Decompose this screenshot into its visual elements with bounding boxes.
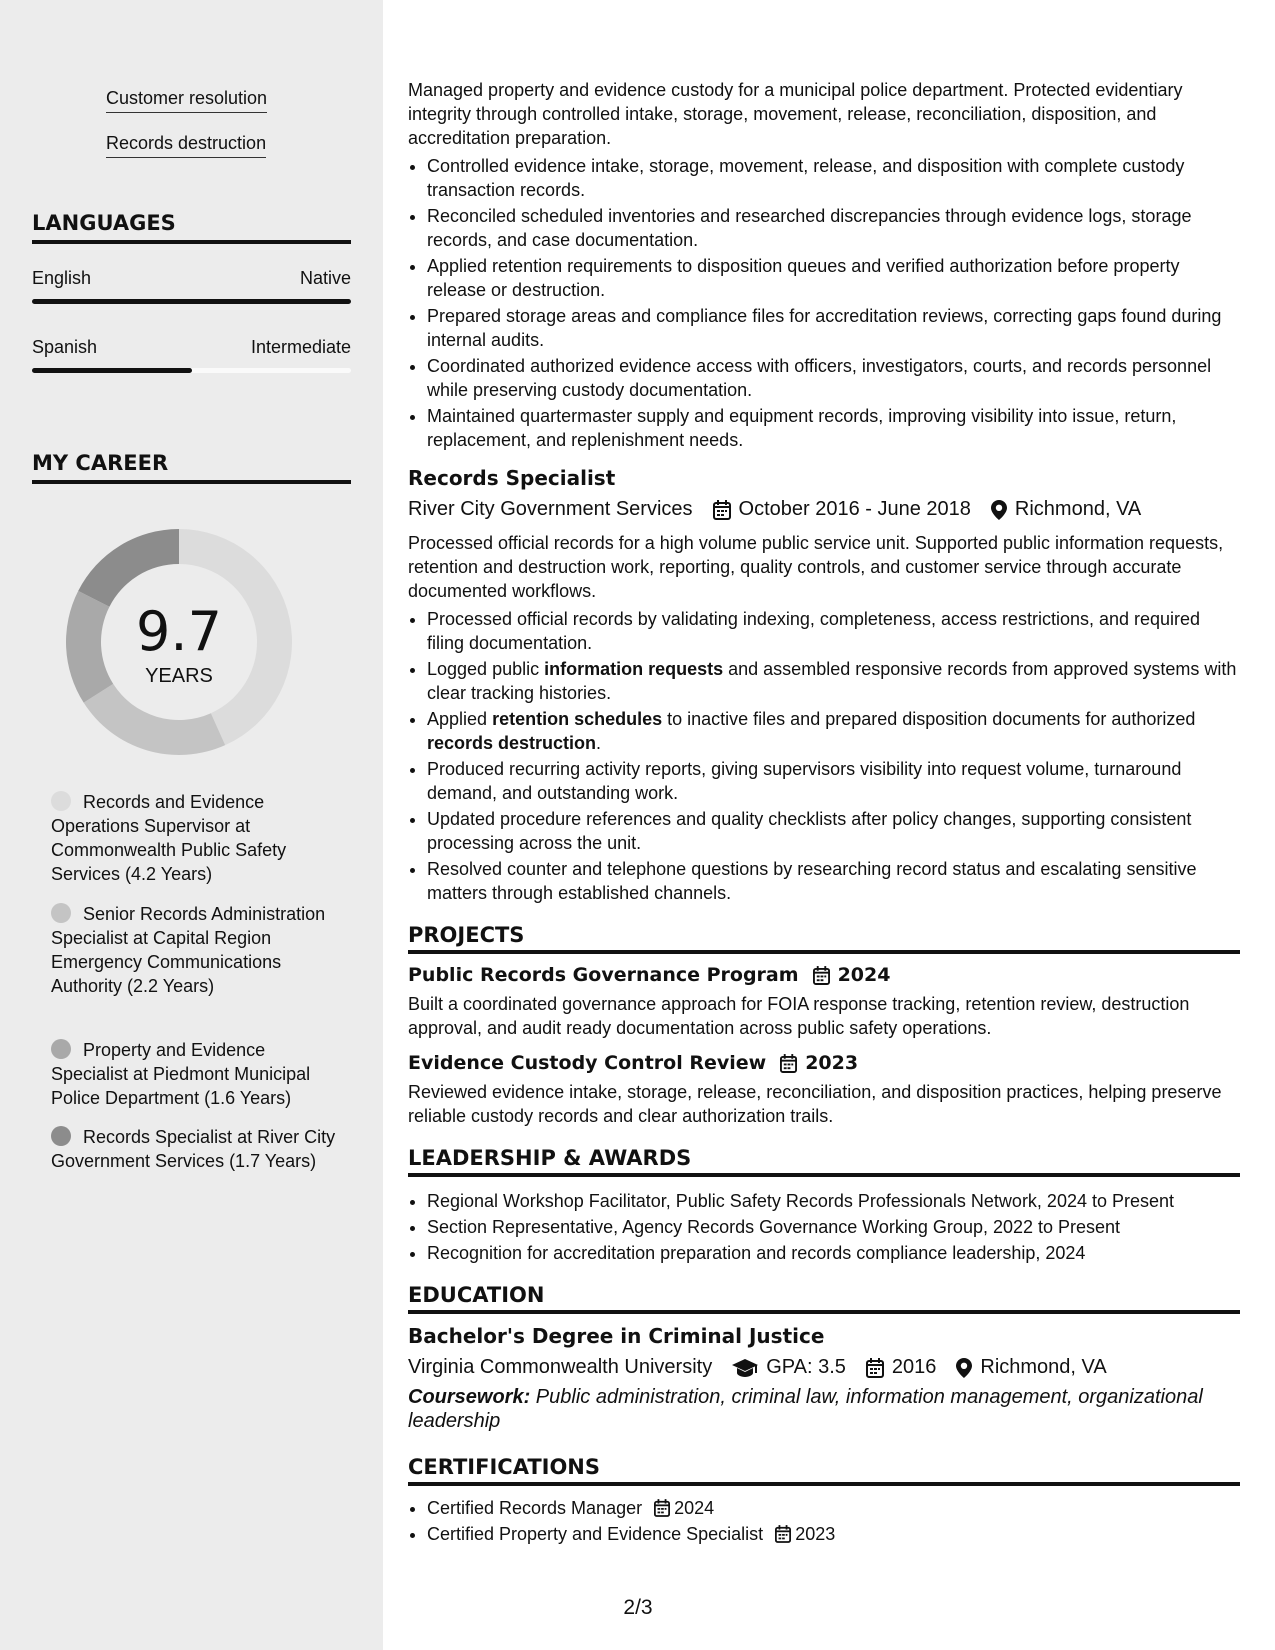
language-row <box>32 268 351 289</box>
job-bullets <box>408 607 1240 905</box>
language-name: English <box>32 268 92 288</box>
coursework-label: Coursework: <box>408 1386 531 1408</box>
certification-item <box>427 1496 1240 1520</box>
career-legend-text: Records Specialist at River City Government Services (1.7 Years) <box>51 1127 336 1171</box>
legend-dot <box>51 791 71 811</box>
skill-tag: Records destruction <box>106 133 266 158</box>
certifications-heading: CERTIFICATIONS <box>408 1455 1240 1486</box>
job-company: River City Government Services <box>408 498 693 520</box>
job-summary: Processed official records for a high volume public service unit. Supported public information requests, retention and destruction work, reporting, quality controls, and customer service through accurate documented workflows. <box>408 533 1224 601</box>
legend-dot <box>51 1039 71 1059</box>
certification-year: 2024 <box>674 1498 715 1518</box>
job-bullets <box>408 154 1240 452</box>
bullet-keyword: information requests <box>544 659 724 679</box>
project-year: 2023 <box>805 1052 859 1074</box>
job-meta <box>408 498 1240 521</box>
calendar-icon <box>780 1054 797 1073</box>
job-bullet: • Applied retention requirements to disposition queues and verified authorization before property release or destruction. <box>427 254 1240 302</box>
projects-heading: PROJECTS <box>408 923 1240 954</box>
leadership-item: • Regional Workshop Facilitator, Public Safety Records Professionals Network, 2024 to Present <box>427 1189 1240 1213</box>
leadership-item: • Recognition for accreditation preparation and records compliance leadership, 2024 <box>427 1241 1240 1265</box>
languages-heading: LANGUAGES <box>32 211 351 244</box>
job-summary: Managed property and evidence custody for a municipal police department. Protected evidentiary integrity through controlled intake, storage, movement, release, reconciliation, disposition, and accreditation preparation. <box>408 80 1183 148</box>
bullet-text: and assembled responsive records from approved systems with clear tracking histories. <box>427 659 1237 703</box>
project-year: 2024 <box>837 964 891 986</box>
career-legend-text: Senior Records Administration Specialist at Capital Region Emergency Communications Authority (2.2 Years) <box>51 904 326 996</box>
job-bullet: • Processed official records by validating indexing, completeness, access restrictions, and required filing documentation. <box>427 607 1240 655</box>
page-number: 2/3 <box>623 1596 653 1619</box>
bullet-keyword: retention schedules <box>492 709 663 729</box>
bullet-text: . <box>596 733 602 753</box>
calendar-icon <box>813 966 830 985</box>
bullet-keyword: records destruction <box>427 733 597 753</box>
language-row <box>32 337 351 358</box>
calendar-icon <box>654 1499 670 1517</box>
project-title <box>408 964 1240 986</box>
language-name: Spanish <box>32 337 98 357</box>
job-bullet: • Controlled evidence intake, storage, movement, release, and disposition with complete custody transaction records. <box>427 154 1240 202</box>
project-description: Reviewed evidence intake, storage, release, reconciliation, and disposition practices, helping preserve reliable custody records and clear authorization trails. <box>408 1082 1222 1126</box>
language-level: Native <box>299 268 351 288</box>
job-title: Records Specialist <box>408 466 616 490</box>
school-name: Virginia Commonwealth University <box>408 1356 713 1378</box>
coursework <box>408 1385 1240 1433</box>
graduation-cap-icon <box>732 1359 758 1377</box>
certification-item <box>427 1522 1240 1546</box>
career-total-unit: YEARS <box>145 665 213 687</box>
career-legend-item <box>51 1125 341 1173</box>
job-bullet: • Prepared storage areas and compliance files for accreditation reviews, correcting gaps found during internal audits. <box>427 304 1240 352</box>
education-meta <box>408 1356 1240 1379</box>
job-bullet: • Produced recurring activity reports, giving supervisors visibility into request volume, turnaround demand, and outstanding work. <box>427 757 1240 805</box>
language-bar-fill <box>32 299 351 304</box>
job-location: Richmond, VA <box>1014 498 1142 520</box>
skill-tag: Customer resolution <box>106 88 267 113</box>
career-heading: MY CAREER <box>32 451 351 484</box>
certification-name: • Certified Property and Evidence Specialist <box>427 1524 764 1544</box>
project-description: Built a coordinated governance approach for FOIA response tracking, retention review, destruction approval, and audit ready documentation across public safety operations. <box>408 994 1190 1038</box>
location-pin-icon <box>956 1358 972 1378</box>
calendar-icon <box>775 1525 791 1543</box>
career-legend-text: Property and Evidence Specialist at Piedmont Municipal Police Department (1.6 Years) <box>51 1040 311 1108</box>
main-content <box>408 78 1240 1552</box>
gpa: GPA: 3.5 <box>766 1356 846 1378</box>
leadership-heading: LEADERSHIP & AWARDS <box>408 1146 1240 1177</box>
career-legend-item <box>51 1038 341 1110</box>
job-bullet: • Updated procedure references and quality checklists after policy changes, supporting consistent processing across the unit. <box>427 807 1240 855</box>
job-bullet <box>427 657 1240 705</box>
job-bullet: • Maintained quartermaster supply and equipment records, improving visibility into issue, return, replacement, and replenishment needs. <box>427 404 1240 452</box>
coursework-text: Public administration, criminal law, information management, organizational leadership <box>408 1386 1203 1432</box>
project-name: Evidence Custody Control Review <box>408 1052 767 1074</box>
donut-slice <box>84 684 226 755</box>
language-bar <box>32 299 351 304</box>
legend-dot <box>51 903 71 923</box>
bullet-text: Applied <box>427 709 493 729</box>
calendar-icon <box>713 500 731 520</box>
certifications-list <box>408 1496 1240 1546</box>
career-total-years: 9.7 <box>136 600 222 663</box>
degree-title: Bachelor's Degree in Criminal Justice <box>408 1324 825 1348</box>
school-location: Richmond, VA <box>980 1356 1107 1378</box>
career-legend-text: Records and Evidence Operations Supervisor at Commonwealth Public Safety Services (4.2 Years) <box>51 792 287 884</box>
legend-dot <box>51 1126 71 1146</box>
career-legend-item <box>51 790 341 886</box>
career-legend-item <box>51 902 341 998</box>
language-bar <box>32 368 351 373</box>
bullet-text: Logged public <box>427 659 545 679</box>
donut-slice <box>78 529 179 607</box>
language-level: Intermediate <box>250 337 351 357</box>
project-title <box>408 1052 1240 1074</box>
job-bullet: • Resolved counter and telephone questions by researching record status and escalating sensitive matters through established channels. <box>427 857 1240 905</box>
job-bullet: • Coordinated authorized evidence access with officers, investigators, courts, and records personnel while preserving custody documentation. <box>427 354 1240 402</box>
graduation-year: 2016 <box>891 1356 937 1378</box>
certification-year: 2023 <box>795 1524 836 1544</box>
language-bar-fill <box>32 368 192 373</box>
job-bullet <box>427 707 1240 755</box>
certification-name: • Certified Records Manager <box>427 1498 643 1518</box>
project-name: Public Records Governance Program <box>408 964 799 986</box>
calendar-icon <box>866 1358 884 1378</box>
job-bullet: • Reconciled scheduled inventories and researched discrepancies through evidence logs, storage records, and case documentation. <box>427 204 1240 252</box>
leadership-item: • Section Representative, Agency Records Governance Working Group, 2022 to Present <box>427 1215 1240 1239</box>
leadership-list <box>408 1189 1240 1265</box>
sidebar <box>0 0 383 1650</box>
location-pin-icon <box>991 500 1007 520</box>
bullet-text: to inactive files and prepared disposition documents for authorized <box>662 709 1196 729</box>
education-heading: EDUCATION <box>408 1283 1240 1314</box>
job-dates: October 2016 - June 2018 <box>738 498 971 520</box>
